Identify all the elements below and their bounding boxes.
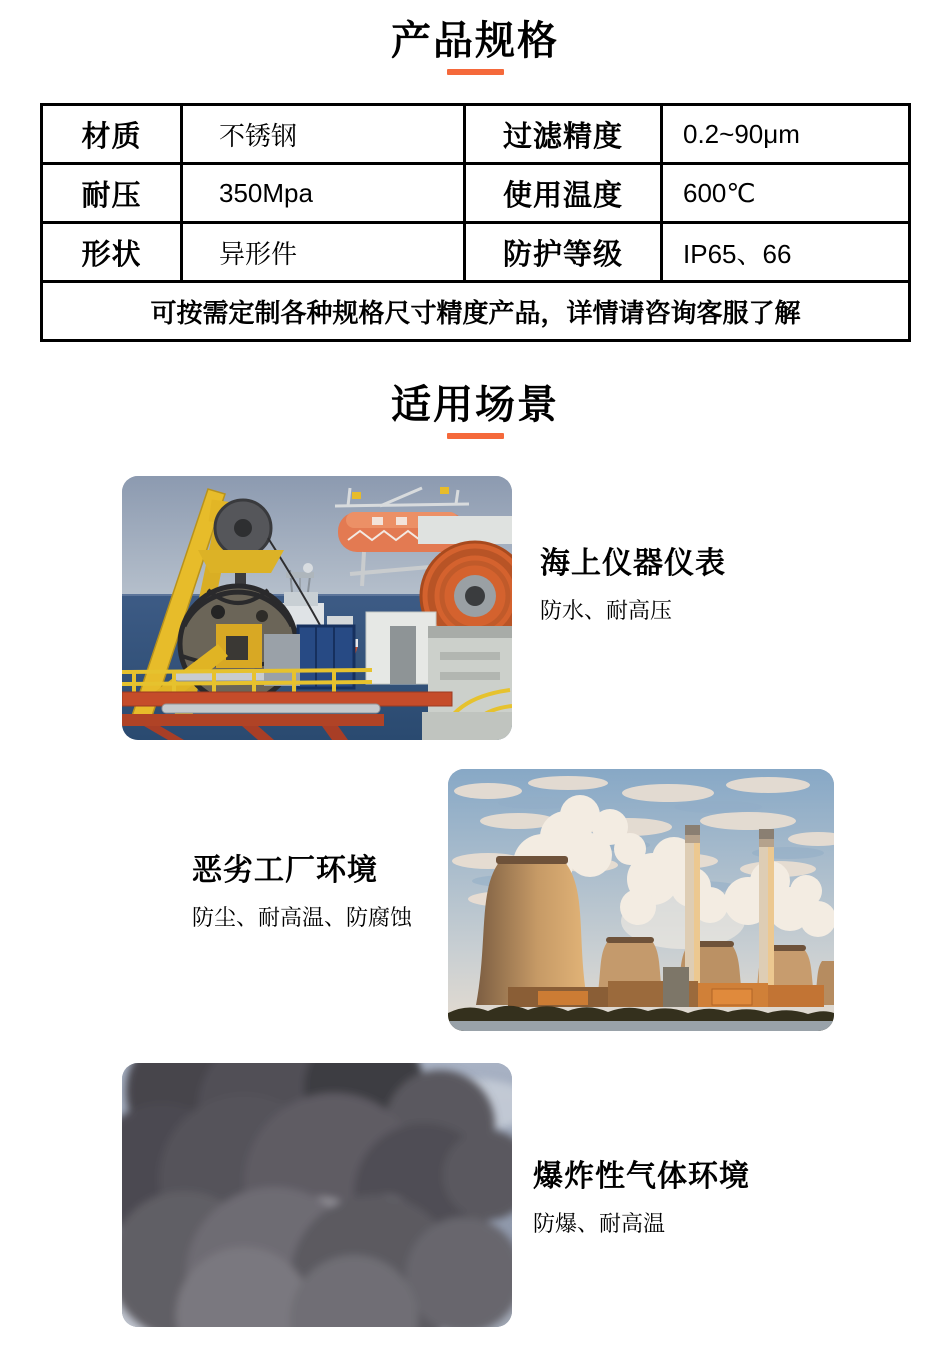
scenario-row: [0, 769, 950, 1031]
explosive-smoke-cloud-photo: [122, 1063, 512, 1327]
scenarios-section-title: 适用场景: [391, 383, 559, 427]
scenario-row: [0, 476, 950, 740]
scenario-text-block: [533, 1063, 750, 1237]
scenario-subtitle: 防爆、耐高温: [533, 1211, 666, 1236]
spec-value: IP65、66: [662, 223, 910, 282]
spec-value: 600℃: [662, 164, 910, 223]
scenario-subtitle: 防水、耐高压: [540, 598, 673, 623]
offshore-platform-photo: [122, 476, 512, 740]
spec-value: 不锈钢: [182, 105, 465, 164]
title-underline: [447, 433, 504, 439]
scenario-title: 恶劣工厂环境: [192, 854, 378, 887]
title-underline: [447, 69, 504, 75]
spec-row: [42, 223, 910, 282]
scenario-title: 海上仪器仪表: [540, 547, 726, 580]
spec-row: [42, 105, 910, 164]
specs-section-title: 产品规格: [391, 19, 559, 63]
spec-label: 防护等级: [465, 223, 662, 282]
spec-note: 可按需定制各种规格尺寸精度产品，详情请咨询客服了解: [42, 282, 910, 341]
spec-label: 使用温度: [465, 164, 662, 223]
spec-label: 形状: [42, 223, 182, 282]
scenario-text-block: [540, 476, 726, 624]
scenario-subtitle: 防尘、耐高温、防腐蚀: [192, 905, 413, 930]
spec-note-row: [42, 282, 910, 341]
spec-label: 耐压: [42, 164, 182, 223]
spec-row: [42, 164, 910, 223]
scenario-row: [0, 1063, 950, 1327]
spec-label: 材质: [42, 105, 182, 164]
scenario-title: 爆炸性气体环境: [533, 1160, 750, 1193]
scenario-text-block: [0, 769, 448, 931]
power-plant-cooling-towers-photo: [448, 769, 834, 1031]
spec-value: 0.2~90μm: [662, 105, 910, 164]
spec-label: 过滤精度: [465, 105, 662, 164]
spec-value: 350Mpa: [182, 164, 465, 223]
specs-table: [40, 103, 911, 342]
spec-value: 异形件: [182, 223, 465, 282]
